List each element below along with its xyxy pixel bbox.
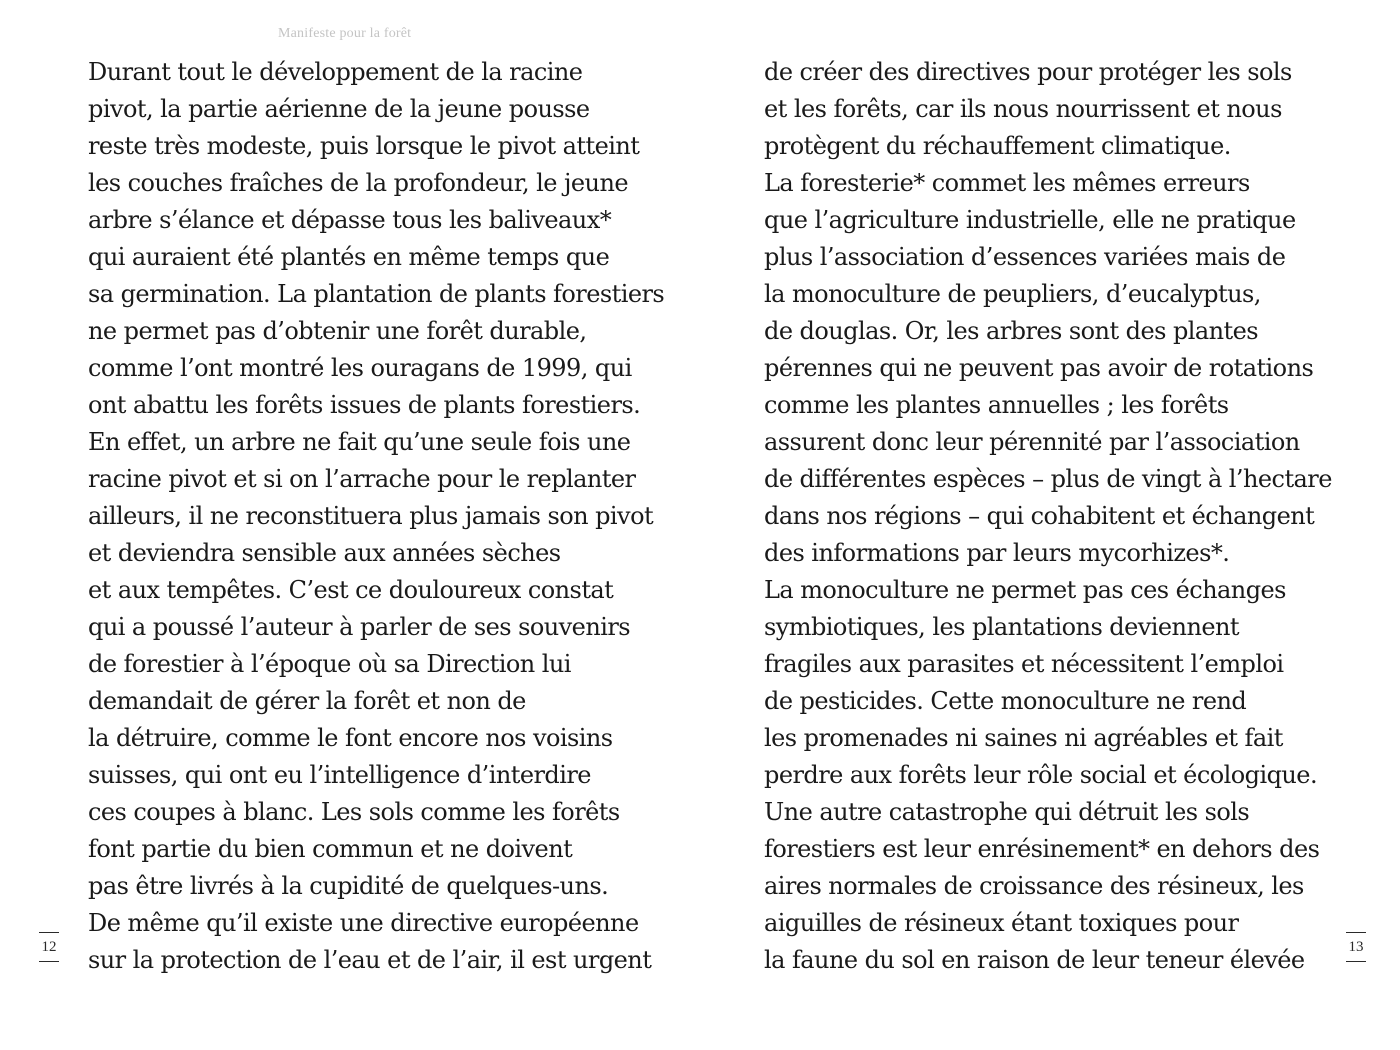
text-line: dans nos régions – qui cohabitent et échangent	[764, 502, 1315, 530]
left-page-text	[88, 54, 664, 979]
text-line: symbiotiques, les plantations deviennent	[764, 613, 1240, 641]
text-line: Durant tout le développement de la racine	[88, 58, 583, 86]
text-line: pivot, la partie aérienne de la jeune pousse	[88, 95, 590, 123]
folio-rule-bottom	[1346, 961, 1366, 962]
text-line: qui a poussé l’auteur à parler de ses souvenirs	[88, 613, 631, 641]
text-line: ont abattu les forêts issues de plants forestiers.	[88, 391, 641, 419]
page-number: 12	[41, 939, 57, 955]
text-line: et aux tempêtes. C’est ce douloureux constat	[88, 576, 614, 604]
left-page-number	[38, 924, 60, 962]
text-line: sa germination. La plantation de plants forestiers	[88, 280, 665, 308]
text-line: ne permet pas d’obtenir une forêt durable,	[88, 317, 587, 345]
text-line: de créer des directives pour protéger les sols	[764, 58, 1292, 86]
text-line: des informations par leurs mycorhizes*.	[764, 539, 1230, 567]
text-line: et les forêts, car ils nous nourrissent et nous	[764, 95, 1282, 123]
text-line: comme les plantes annuelles ; les forêts	[764, 391, 1229, 419]
text-line: sur la protection de l’eau et de l’air, il est urgent	[88, 946, 652, 974]
text-line: qui auraient été plantés en même temps que	[88, 243, 610, 271]
text-line: La foresterie* commet les mêmes erreurs	[764, 169, 1250, 197]
text-line: protègent du réchauffement climatique.	[764, 132, 1231, 160]
text-line: Une autre catastrophe qui détruit les sols	[764, 798, 1250, 826]
text-line: reste très modeste, puis lorsque le pivot atteint	[88, 132, 640, 160]
text-line: font partie du bien commun et ne doivent	[88, 835, 573, 863]
text-line: la faune du sol en raison de leur teneur élevée	[764, 946, 1305, 974]
text-line: la détruire, comme le font encore nos voisins	[88, 724, 613, 752]
text-line: assurent donc leur pérennité par l’association	[764, 428, 1300, 456]
text-line: pas être livrés à la cupidité de quelques-uns.	[88, 872, 609, 900]
text-line: ailleurs, il ne reconstituera plus jamais son pivot	[88, 502, 654, 530]
right-page-text	[764, 54, 1332, 979]
text-line: En effet, un arbre ne fait qu’une seule fois une	[88, 428, 631, 456]
text-line: aires normales de croissance des résineux, les	[764, 872, 1304, 900]
text-line: la monoculture de peupliers, d’eucalyptus,	[764, 280, 1261, 308]
text-line: De même qu’il existe une directive européenne	[88, 909, 639, 937]
folio-rule-bottom	[39, 961, 59, 962]
text-line: ces coupes à blanc. Les sols comme les forêts	[88, 798, 620, 826]
text-line: pérennes qui ne peuvent pas avoir de rotations	[764, 354, 1314, 382]
text-line: plus l’association d’essences variées mais de	[764, 243, 1286, 271]
text-line: de pesticides. Cette monoculture ne rend	[764, 687, 1247, 715]
text-line: de douglas. Or, les arbres sont des plantes	[764, 317, 1259, 345]
text-line: aiguilles de résineux étant toxiques pour	[764, 909, 1239, 937]
text-line: comme l’ont montré les ouragans de 1999, qui	[88, 354, 632, 382]
text-line: de forestier à l’époque où sa Direction lui	[88, 650, 571, 678]
text-line: forestiers est leur enrésinement* en dehors des	[764, 835, 1320, 863]
text-line: les couches fraîches de la profondeur, le jeune	[88, 169, 629, 197]
running-head: Manifeste pour la forêt	[278, 26, 412, 41]
text-line: et deviendra sensible aux années sèches	[88, 539, 561, 567]
text-line: demandait de gérer la forêt et non de	[88, 687, 526, 715]
text-line: perdre aux forêts leur rôle social et écologique.	[764, 761, 1318, 789]
text-line: les promenades ni saines ni agréables et fait	[764, 724, 1283, 752]
text-line: suisses, qui ont eu l’intelligence d’interdire	[88, 761, 591, 789]
text-line: fragiles aux parasites et nécessitent l’emploi	[764, 650, 1284, 678]
text-line: racine pivot et si on l’arrache pour le replanter	[88, 465, 636, 493]
text-line: arbre s’élance et dépasse tous les baliveaux*	[88, 206, 612, 234]
right-page-number	[1345, 924, 1367, 962]
text-line: de différentes espèces – plus de vingt à l’hectare	[764, 465, 1332, 493]
text-line: La monoculture ne permet pas ces échanges	[764, 576, 1286, 604]
text-line: que l’agriculture industrielle, elle ne pratique	[764, 206, 1296, 234]
page-number: 13	[1348, 939, 1364, 955]
